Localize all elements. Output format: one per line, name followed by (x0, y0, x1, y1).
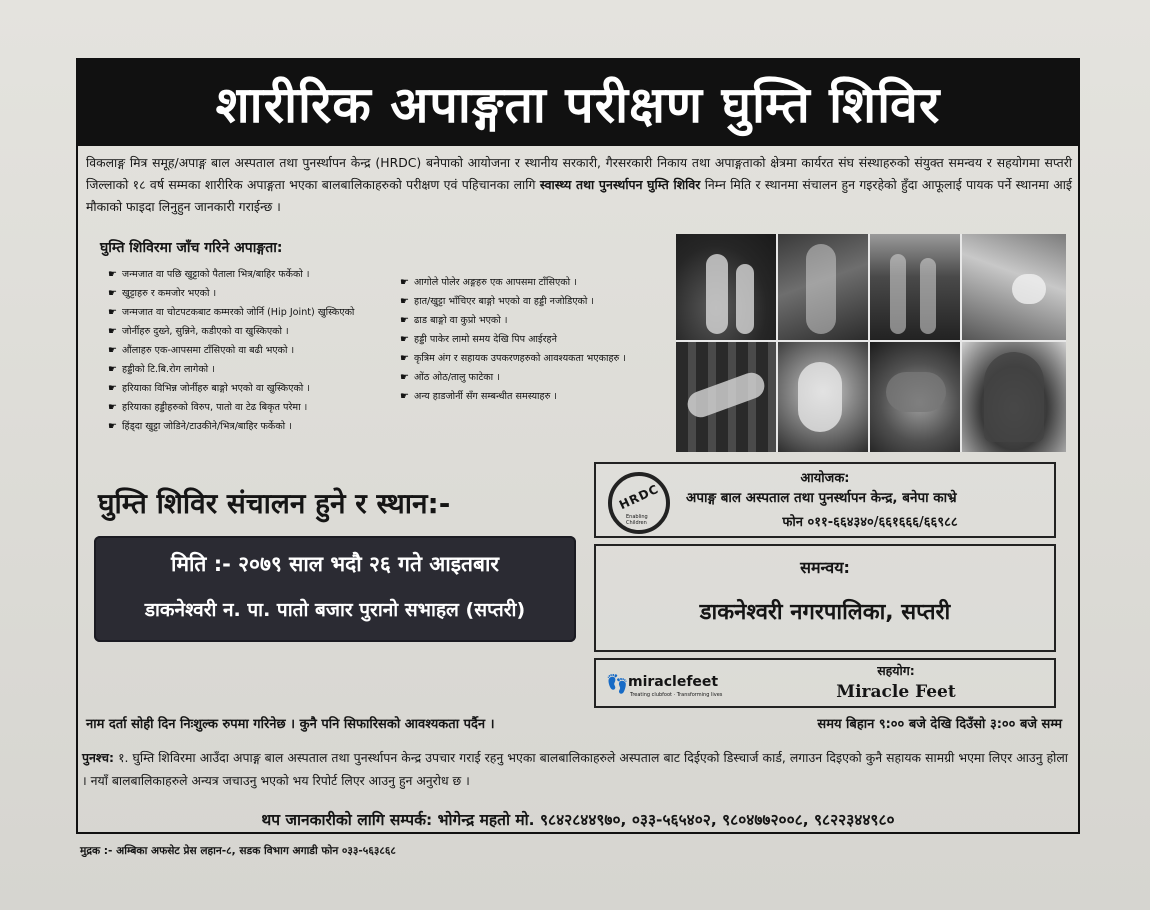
coordination-box (594, 544, 1056, 652)
list-item: ☛ अन्य हाडजोर्नी सँग सम्बन्धीत समस्याहरु । (400, 391, 558, 402)
list-item: ☛ खुट्टाहरु र कमजोर भएको । (108, 288, 217, 299)
list-item: ☛ ओंठ ओठ/तालु फाटेका । (400, 372, 500, 383)
venue-heading: घुम्ति शिविर संचालन हुने र स्थान:- (98, 487, 451, 520)
list-item: ☛ हड्डी पाकेर लामो समय देखि पिप आईरहने (400, 334, 557, 345)
organizer-phone: फोन ०११-६६४३४०/६६१६६६/६६९८८ (782, 515, 958, 530)
hand-pointer-icon: ☛ (108, 345, 117, 356)
miraclefeet-logo-text: miraclefeet (628, 674, 719, 690)
list-item: ☛ जन्मजात वा चोटपटकबाट कम्मरको जोर्नि (Hip Joint) खुस्किएको (108, 307, 355, 318)
support-box (594, 658, 1056, 708)
photo-burn-skin (870, 342, 960, 452)
organizer-label: आयोजक: (800, 471, 850, 486)
printer-credit: मुद्रक :- अम्बिका अफसेट प्रेस लहान-८, सडक विभाग अगाडी फोन ०३३-५६३८६८ (80, 845, 396, 857)
list-item: ☛ आगोले पोलेर अङ्गहरु एक आपसमा टाँसिएको । (400, 277, 577, 288)
venue-box (94, 536, 576, 642)
hand-pointer-icon: ☛ (108, 307, 117, 318)
list-item: ☛ औंलाहरु एक-आपसमा टाँसिएको वा बढी भएको । (108, 345, 295, 356)
conditions-list-left (108, 268, 376, 439)
list-item: ☛ कृत्रिम अंग र सहायक उपकरणहरुको आवश्यकता भएकाहरु । (400, 353, 626, 364)
list-item: ☛ जोर्नीहरु दुख्ने, सुन्निने, कडीएको वा खुस्किएको । (108, 326, 289, 337)
registration-note: नाम दर्ता सोही दिन निःशुल्क रुपमा गरिनेछ । कुनै पनि सिफारिसको आवश्यकता पर्दैन । (86, 717, 495, 732)
list-item: ☛ हात/खुट्टा भाँचिएर बाङ्गो भएको वा हड्डी नजोडिएको । (400, 296, 595, 307)
hand-pointer-icon: ☛ (108, 288, 117, 299)
photo-leg (778, 234, 868, 340)
support-name: Miracle Feet (836, 682, 956, 702)
poster-frame (76, 58, 1080, 834)
postscript (82, 746, 1068, 792)
photo-child-cast (962, 234, 1066, 340)
organizer-box (594, 462, 1056, 538)
hand-pointer-icon: ☛ (400, 334, 409, 345)
hand-pointer-icon: ☛ (400, 296, 409, 307)
postscript-label: पुनश्च: (82, 750, 115, 765)
photo-collage (676, 234, 1066, 452)
miraclefeet-logo (606, 670, 756, 700)
hand-pointer-icon: ☛ (400, 315, 409, 326)
hrdc-logo-tagline: Enabling Children (626, 514, 648, 526)
title-banner (78, 60, 1078, 146)
registration-row (82, 714, 1074, 734)
intro-text-1: विकलाङ्ग मित्र समूह/अपाङ्ग बाल अस्पताल तथा पुनर्स्थापन केन्द्र (HRDC) बनेपाको आयोजना र स्थानीय सरकारी, गैरसरकारी निकाय तथा अपाङ्गताको क्षेत्रमा कार्यरत संघ संस्थाहरुको संयुक्त समन्वय र सहयोगमा सप्तरी जिल्लाको १८ वर्ष सम्मका शारीरिक अपाङ्गता भएका बालबालिकाहरुको परीक्षण एवं पहिचानका लागि (86, 155, 1072, 192)
miraclefeet-logo-tagline: Treating clubfoot · Transforming lives (630, 692, 723, 698)
hand-pointer-icon: ☛ (108, 383, 117, 394)
hand-pointer-icon: ☛ (108, 364, 117, 375)
list-item: ☛ जन्मजात वा पछि खुट्टाको पैताला भित्र/बाहिर फर्केको । (108, 269, 310, 280)
list-item: ☛ हरियाका विभिन्न जोर्नीहरु बाङ्गो भएको वा खुस्किएको । (108, 383, 310, 394)
hrdc-logo-text: HRDC (617, 481, 662, 513)
hand-pointer-icon: ☛ (108, 269, 117, 280)
coordination-name: डाकनेश्वरी नगरपालिका, सप्तरी (699, 600, 951, 625)
hand-pointer-icon: ☛ (108, 326, 117, 337)
photo-feet (676, 234, 776, 340)
hand-pointer-icon: ☛ (400, 391, 409, 402)
intro-text-bold: स्वास्थ्य तथा पुनर्स्थापन घुम्ति शिविर (539, 177, 701, 192)
postscript-text: १. घुम्ति शिविरमा आउँदा अपाङ्ग बाल अस्पताल तथा पुनर्स्थापन केन्द्र उपचार गराई रहनु भएका बालबालिकाहरुले अस्पताल बाट दिईएको डिस्चार्ज कार्ड, लगाउन दिइएको कुनै सहायक सामग्री भएमा लिएर आउनु होला । नयाँ बालबालिकाहरुले अन्यत्र जचाउनु भएको भय रिपोर्ट लिएर आउनु हुन अनुरोध छ । (82, 750, 1068, 788)
intro-text-2: निम्न मिति र स्थानमा संचालन हुन गइरहेको हुँदा आफूलाई पायक पर्ने स्थानमा आई मौकाको फाइदा लिनुहुन जानकारी गराईन्छ । (86, 177, 1072, 214)
contact-line: थप जानकारीको लागि सम्पर्क: भोगेन्द्र महतो मो. ९८४२८४४९७०, ०३३-५६५४०२, ९८०४७७२००८, ९८२२३४४९८० (261, 811, 895, 829)
intro-paragraph (86, 152, 1072, 218)
camp-time: समय बिहान ९:०० बजे देखि दिउँसो ३:०० बजे सम्म (817, 717, 1062, 732)
list-item: ☛ हिंड्दा खुट्टा जोडिने/टाउकीने/भित्र/बाहिर फर्केको । (108, 421, 292, 432)
hand-pointer-icon: ☛ (400, 353, 409, 364)
photo-arm (676, 342, 776, 452)
list-item: ☛ हरियाका हड्डीहरुको विरुप, पातो वा टेढ बिकृत परेमा । (108, 402, 308, 413)
hand-pointer-icon: ☛ (400, 372, 409, 383)
footprint-icon: 👣 (606, 674, 629, 695)
hand-pointer-icon: ☛ (108, 402, 117, 413)
camp-date: मिति :- २०७९ साल भदौ २६ गते आइतबार (171, 552, 499, 576)
camp-place: डाकनेश्वरी न. पा. पातो बजार पुरानो सभाहल (सप्तरी) (144, 599, 526, 621)
poster-title: शारीरिक अपाङ्गता परीक्षण घुम्ति शिविर (215, 76, 941, 134)
hand-pointer-icon: ☛ (108, 421, 117, 432)
support-label: सहयोग: (877, 663, 915, 678)
photo-legs-standing (870, 234, 960, 340)
conditions-heading: घुम्ति शिविरमा जाँच गरिने अपाङ्गता: (100, 240, 283, 256)
photo-child-back (962, 342, 1066, 452)
coordination-label: समन्वय: (800, 558, 850, 577)
photo-foot (778, 342, 868, 452)
conditions-list-right (400, 276, 628, 409)
hand-pointer-icon: ☛ (400, 277, 409, 288)
list-item: ☛ ढाड बाङ्गो वा कुप्रो भएको । (400, 315, 508, 326)
organizer-name: अपाङ्ग बाल अस्पताल तथा पुनर्स्थापन केन्द्र, बनेपा काभ्रे (686, 490, 957, 506)
list-item: ☛ हड्डीको टि.बि.रोग लागेको । (108, 364, 215, 375)
